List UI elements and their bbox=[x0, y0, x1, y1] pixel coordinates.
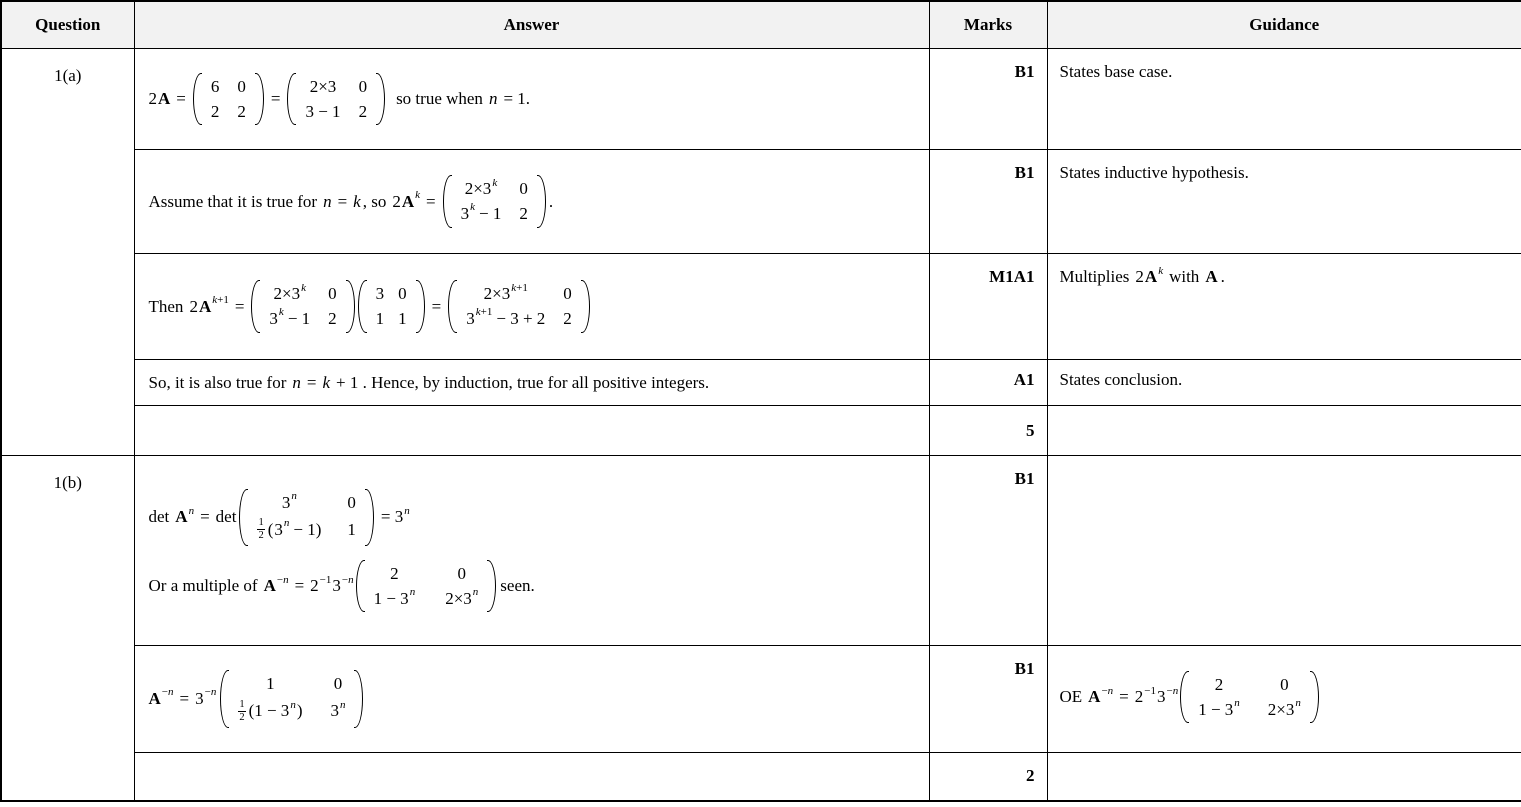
matrix bbox=[356, 559, 497, 613]
guidance-formula bbox=[1060, 670, 1512, 724]
superscript-k-plus-1: k +1 bbox=[475, 306, 493, 319]
formula-inductive-hypothesis bbox=[149, 174, 921, 228]
header-marks: Marks bbox=[929, 1, 1047, 49]
marks-cell: A1 bbox=[929, 360, 1047, 406]
guidance-cell: States conclusion. bbox=[1047, 360, 1521, 406]
superscript-n: n bbox=[188, 504, 195, 517]
math-text: = bbox=[200, 507, 210, 527]
answer-cell-1a-1 bbox=[134, 49, 929, 150]
math-text: = bbox=[270, 89, 281, 108]
formula-determinant bbox=[149, 488, 410, 548]
math-text: 2×3 bbox=[273, 284, 301, 304]
answer-cell-1a-2 bbox=[134, 150, 929, 254]
superscript-k: k bbox=[470, 201, 475, 214]
variable-k: k bbox=[353, 191, 361, 211]
total-marks-cell: 2 bbox=[929, 753, 1047, 801]
answer-lines bbox=[149, 488, 921, 614]
left-paren bbox=[251, 280, 260, 332]
superscript-k: k bbox=[492, 176, 498, 189]
guidance-text: . bbox=[1220, 267, 1225, 286]
row-1a-1 bbox=[1, 49, 1521, 150]
conclusion-text bbox=[149, 373, 921, 393]
superscript-n: n bbox=[472, 586, 479, 599]
answer-cell-empty bbox=[134, 406, 929, 456]
math-text: − 1 bbox=[287, 309, 311, 328]
math-text: 2×3 bbox=[445, 588, 472, 608]
math-text: 2 bbox=[392, 191, 401, 211]
math-text: ) bbox=[296, 701, 303, 721]
right-paren bbox=[416, 280, 425, 332]
math-text: = bbox=[176, 89, 186, 108]
math-text: so true when bbox=[396, 89, 483, 108]
right-paren bbox=[354, 670, 363, 728]
row-1b-total bbox=[1, 753, 1521, 801]
guidance-cell-empty bbox=[1047, 456, 1521, 646]
superscript-minus-n: − n bbox=[276, 573, 289, 586]
guidance-cell bbox=[1047, 646, 1521, 753]
row-1a-total bbox=[1, 406, 1521, 456]
guidance-text: OE bbox=[1059, 687, 1083, 706]
guidance-cell-empty bbox=[1047, 753, 1521, 801]
superscript-n: n bbox=[1234, 696, 1240, 709]
matrix-entry: 2 bbox=[519, 204, 528, 223]
guidance-cell: States inductive hypothesis. bbox=[1047, 150, 1521, 254]
answer-cell-1b-1 bbox=[134, 456, 929, 646]
math-text: = bbox=[431, 296, 442, 316]
right-paren bbox=[346, 280, 355, 332]
matrix-entry bbox=[466, 306, 546, 329]
matrix-entry: 6 bbox=[210, 76, 220, 96]
math-text: 3 bbox=[466, 309, 475, 328]
matrix-symbol-A: A bbox=[198, 296, 212, 316]
marks-cell: B1 bbox=[929, 49, 1047, 150]
matrix-entry: 3 − 1 bbox=[305, 101, 341, 121]
row-1a-4 bbox=[1, 360, 1521, 406]
row-1b-1 bbox=[1, 456, 1521, 646]
math-text: 3 bbox=[269, 309, 278, 328]
variable-k: k bbox=[322, 372, 331, 392]
math-text: − 3 + 2 bbox=[496, 309, 546, 328]
guidance-formula bbox=[1059, 264, 1512, 287]
fraction-half: $\frac{1}{2}$ bbox=[258, 517, 264, 542]
right-paren bbox=[365, 489, 374, 547]
row-1a-3 bbox=[1, 254, 1521, 360]
math-text: 3 bbox=[460, 204, 470, 223]
matrix-entry: 0 bbox=[347, 492, 356, 512]
left-paren bbox=[356, 560, 365, 612]
marks-cell: B1 bbox=[929, 456, 1047, 646]
matrix-entry: 2 bbox=[237, 101, 246, 121]
left-paren bbox=[287, 73, 296, 125]
superscript-n: n bbox=[409, 586, 416, 599]
math-text: 3 bbox=[274, 519, 283, 539]
matrix bbox=[193, 72, 264, 126]
math-text: 3 bbox=[1156, 687, 1166, 706]
matrix-entry bbox=[1198, 696, 1240, 720]
math-text: 2 bbox=[1134, 687, 1144, 706]
matrix-entry bbox=[464, 176, 498, 199]
row-1b-2 bbox=[1, 646, 1521, 753]
superscript-k: k bbox=[301, 281, 307, 294]
left-paren bbox=[220, 670, 229, 728]
superscript-minus-n: − n bbox=[341, 573, 354, 586]
math-text: seen. bbox=[500, 576, 535, 596]
matrix bbox=[251, 279, 354, 333]
matrix-symbol-A: A bbox=[1144, 267, 1158, 286]
math-text: (1 − 3 bbox=[248, 701, 290, 721]
matrix-entry: 0 bbox=[457, 564, 466, 584]
math-text: 2×3 bbox=[464, 179, 492, 199]
matrix-entry: 0 bbox=[398, 284, 407, 304]
superscript-k-plus-1: k +1 bbox=[511, 281, 528, 294]
formula-2a-base-case bbox=[149, 72, 921, 126]
superscript-minus-n: − n bbox=[204, 686, 217, 699]
matrix-entry bbox=[269, 306, 311, 329]
matrix-entry bbox=[373, 586, 416, 609]
matrix bbox=[358, 279, 425, 333]
matrix-symbol-A: A bbox=[401, 191, 415, 211]
guidance-text: Multiplies bbox=[1059, 267, 1130, 286]
left-paren bbox=[358, 280, 367, 332]
math-text: 2 bbox=[310, 576, 319, 596]
math-text: ( bbox=[267, 519, 274, 539]
formula-inductive-step bbox=[149, 279, 921, 333]
matrix-entry bbox=[238, 699, 302, 724]
matrix-entry: 1 bbox=[347, 519, 356, 539]
variable-n: n bbox=[323, 191, 332, 211]
matrix-entry: 0 bbox=[358, 76, 368, 96]
header-row bbox=[1, 1, 1521, 49]
matrix-entry: 3 bbox=[375, 284, 385, 304]
answer-cell-1b-2 bbox=[134, 646, 929, 753]
math-text: − 1) bbox=[293, 519, 322, 539]
answer-cell-1a-3 bbox=[134, 254, 929, 360]
math-text: = bbox=[179, 688, 190, 708]
matrix-entry bbox=[483, 281, 528, 304]
math-text: 1 − 3 bbox=[1198, 699, 1234, 719]
math-text: − 1 bbox=[478, 204, 502, 223]
matrix-entry bbox=[257, 517, 321, 542]
left-paren bbox=[193, 73, 202, 125]
matrix-entry: 2 bbox=[210, 101, 220, 121]
superscript-k-plus-1: k +1 bbox=[212, 294, 229, 306]
guidance-cell: States base case. bbox=[1047, 49, 1521, 150]
answer-cell-empty bbox=[134, 753, 929, 801]
superscript-minus-1: −1 bbox=[319, 573, 332, 586]
math-text: 3 bbox=[330, 701, 339, 721]
matrix-entry: 0 bbox=[563, 284, 572, 304]
guidance-text: with bbox=[1169, 267, 1200, 286]
matrix-entry bbox=[445, 586, 479, 609]
math-text: = bbox=[234, 296, 245, 316]
matrix-entry: 0 bbox=[1280, 674, 1289, 694]
matrix-entry: 1 bbox=[398, 309, 407, 328]
variable-n: n bbox=[488, 89, 498, 108]
matrix-symbol-A: A bbox=[1088, 687, 1101, 706]
matrix-entry: 2 bbox=[390, 564, 399, 584]
guidance-cell bbox=[1047, 254, 1521, 360]
math-text: = bbox=[426, 191, 436, 211]
left-paren bbox=[1180, 671, 1189, 723]
math-text: + 1 . Hence, by induction, true for all positive integers. bbox=[336, 372, 710, 392]
superscript-k: k bbox=[278, 306, 284, 319]
math-text: 3 bbox=[332, 576, 341, 596]
matrix-entry: 2×3 bbox=[309, 76, 337, 96]
superscript-n: n bbox=[283, 517, 290, 530]
superscript-n: n bbox=[1295, 696, 1301, 709]
math-text: Or a multiple of bbox=[148, 576, 258, 596]
math-text: det bbox=[215, 507, 237, 527]
math-text: = bbox=[337, 191, 348, 211]
math-text: = bbox=[1119, 687, 1129, 706]
math-text: = 3 bbox=[380, 507, 404, 527]
math-text: So, it is also true for bbox=[148, 372, 287, 392]
header-answer: Answer bbox=[134, 1, 929, 49]
formula-inverse bbox=[149, 669, 921, 729]
matrix bbox=[448, 279, 590, 333]
right-paren bbox=[1310, 671, 1319, 723]
question-cell-1b: 1(b) bbox=[1, 456, 134, 801]
superscript-k: k bbox=[415, 189, 420, 201]
left-paren bbox=[443, 175, 452, 227]
right-paren bbox=[255, 73, 264, 125]
matrix-entry: 2 bbox=[1214, 674, 1224, 694]
math-text: = bbox=[294, 576, 305, 596]
superscript-n: n bbox=[291, 489, 297, 502]
math-text: 2×3 bbox=[1267, 699, 1295, 719]
marks-cell: B1 bbox=[929, 150, 1047, 254]
superscript-n: n bbox=[339, 698, 346, 711]
matrix-entry bbox=[273, 281, 307, 304]
matrix bbox=[443, 174, 546, 228]
superscript-minus-n: − n bbox=[161, 686, 174, 699]
matrix-entry: 2 bbox=[358, 101, 368, 121]
matrix bbox=[287, 72, 385, 126]
formula-multiple-seen bbox=[149, 559, 535, 613]
matrix-entry bbox=[281, 489, 297, 513]
matrix-entry bbox=[330, 698, 346, 721]
matrix-entry: 0 bbox=[237, 76, 246, 96]
math-text: 2 bbox=[1135, 267, 1144, 286]
row-1a-2 bbox=[1, 150, 1521, 254]
math-text: 3 bbox=[195, 688, 204, 708]
matrix-entry: 1 bbox=[266, 674, 275, 694]
answer-cell-1a-4 bbox=[134, 360, 929, 406]
math-text: = bbox=[306, 372, 317, 392]
matrix-symbol-A: A bbox=[263, 576, 276, 596]
right-paren bbox=[376, 73, 385, 125]
fraction-half: $\frac{1}{2}$ bbox=[239, 698, 245, 723]
math-text: 3 bbox=[281, 492, 291, 512]
matrix-symbol-A: A bbox=[175, 507, 188, 527]
math-text: 2×3 bbox=[483, 284, 511, 304]
marks-cell: M1A1 bbox=[929, 254, 1047, 360]
matrix-entry bbox=[460, 201, 502, 224]
variable-n: n bbox=[292, 372, 301, 392]
matrix-entry: 0 bbox=[333, 674, 343, 694]
superscript-n: n bbox=[404, 504, 410, 517]
matrix bbox=[239, 488, 373, 548]
right-paren bbox=[487, 560, 496, 612]
math-text: = 1. bbox=[503, 89, 531, 108]
superscript-minus-n: − n bbox=[1101, 684, 1114, 697]
superscript-minus-1: −1 bbox=[1144, 684, 1156, 697]
right-paren bbox=[537, 175, 546, 227]
matrix-symbol-A: A bbox=[158, 89, 171, 108]
question-cell-1a: 1(a) bbox=[1, 49, 134, 456]
left-paren bbox=[239, 489, 248, 547]
matrix-entry: 2 bbox=[563, 309, 572, 328]
superscript-k: k bbox=[1158, 264, 1164, 277]
marks-cell: B1 bbox=[929, 646, 1047, 753]
math-text: . bbox=[548, 191, 554, 211]
left-paren bbox=[448, 280, 457, 332]
header-question: Question bbox=[1, 1, 134, 49]
math-text: 2 bbox=[189, 296, 198, 316]
right-paren bbox=[581, 280, 590, 332]
matrix-entry: 0 bbox=[328, 284, 337, 304]
math-text: Then bbox=[148, 296, 184, 316]
math-text: det bbox=[148, 507, 170, 527]
superscript-minus-n: − n bbox=[1166, 684, 1179, 697]
matrix-entry bbox=[1267, 696, 1301, 720]
math-text: Assume that it is true for bbox=[148, 191, 318, 211]
matrix bbox=[1180, 670, 1319, 724]
matrix bbox=[220, 669, 363, 729]
matrix-entry: 1 bbox=[375, 309, 385, 328]
superscript-n: n bbox=[290, 698, 296, 711]
math-text: 2 bbox=[148, 89, 157, 108]
total-marks-cell: 5 bbox=[929, 406, 1047, 456]
math-text: , so bbox=[362, 191, 387, 211]
guidance-cell-empty bbox=[1047, 406, 1521, 456]
matrix-symbol-A: A bbox=[1205, 267, 1218, 286]
math-text: 1 − 3 bbox=[373, 588, 409, 608]
matrix-entry: 2 bbox=[328, 309, 337, 328]
matrix-entry: 0 bbox=[519, 179, 528, 199]
header-guidance: Guidance bbox=[1047, 1, 1521, 49]
matrix-symbol-A: A bbox=[148, 688, 161, 708]
